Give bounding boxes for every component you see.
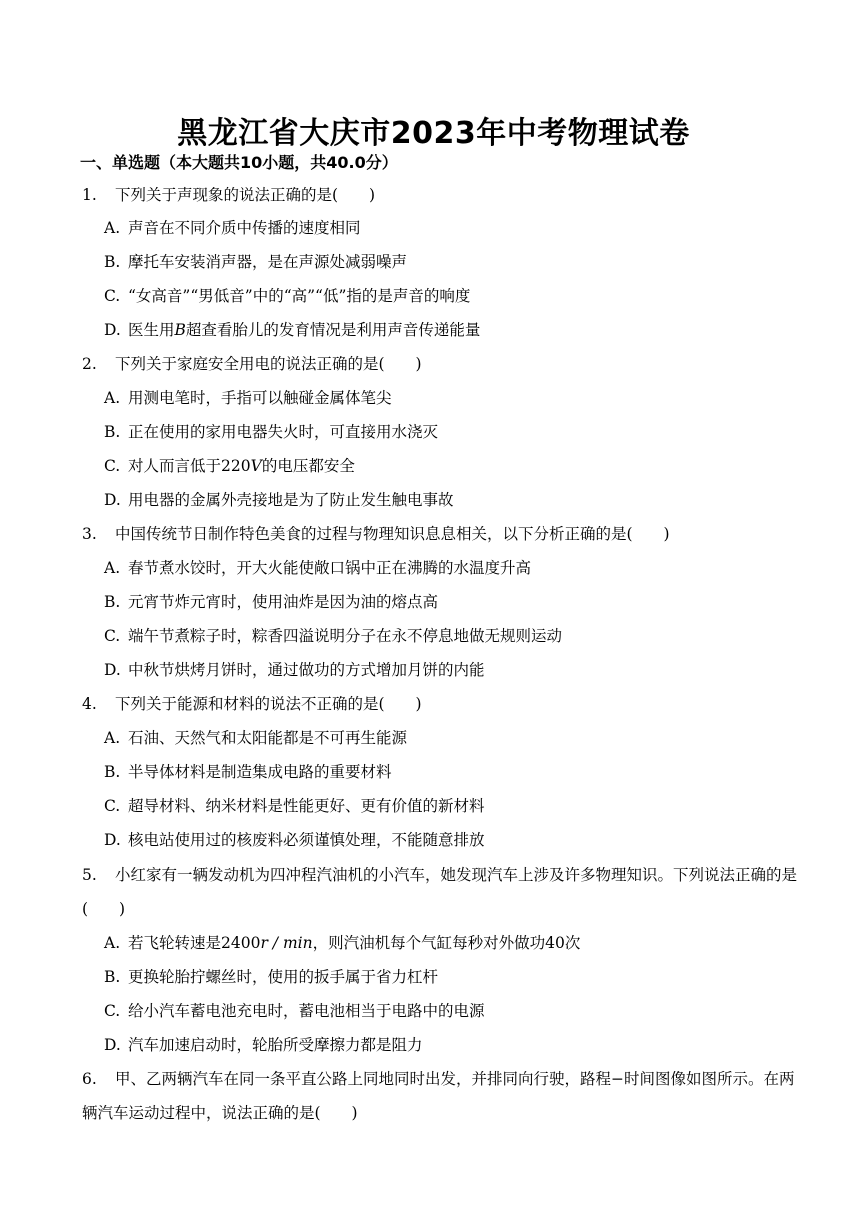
question-stem: 下列关于声现象的说法正确的是( ) [115, 186, 376, 204]
option: B. 正在使用的家用电器失火时，可直接用水浇灭 [104, 423, 439, 441]
option: D. 核电站使用过的核废料必须谨慎处理，不能随意排放 [104, 831, 485, 849]
option: A. 春节煮水饺时，开大火能使敞口锅中正在沸腾的水温度升高 [104, 559, 532, 577]
option: B. 半导体材料是制造集成电路的重要材料 [104, 763, 392, 781]
page-title: 黑龙江省大庆市2023年中考物理试卷 [177, 116, 690, 151]
option: C. 给小汽车蓄电池充电时，蓄电池相当于电路中的电源 [104, 1002, 485, 1020]
option: D. 用电器的金属外壳接地是为了防止发生触电事故 [104, 491, 454, 509]
option: C. 对人而言低于220V的电压都安全 [104, 457, 355, 475]
option: D. 医生用B超查看胎儿的发育情况是利用声音传递能量 [104, 321, 481, 339]
option: A. 石油、天然气和太阳能都是不可再生能源 [104, 729, 408, 747]
question-1 [82, 183, 375, 205]
option: B. 摩托车安装消声器，是在声源处减弱噪声 [104, 253, 408, 271]
option: C. “女高音”“男低音”中的“高”“低”指的是声音的响度 [104, 287, 471, 305]
question-6-continued: 辆汽车运动过程中，说法正确的是( ) [82, 1104, 358, 1122]
option: B. 更换轮胎拧螺丝时，使用的扳手属于省力杠杆 [104, 968, 439, 986]
option: C. 超导材料、纳米材料是性能更好、更有价值的新材料 [104, 797, 485, 815]
question-5-continued: ( ) [82, 900, 126, 918]
question-3: 3. 中国传统节日制作特色美食的过程与物理知识息息相关，以下分析正确的是( ) [82, 525, 670, 543]
question-number: 1. [82, 186, 97, 204]
option: A. 声音在不同介质中传播的速度相同 [104, 219, 361, 237]
option: D. 中秋节烘烤月饼时，通过做功的方式增加月饼的内能 [104, 661, 485, 679]
question-5: 5. 小红家有一辆发动机为四冲程汽油机的小汽车，她发现汽车上涉及许多物理知识。下列说法正确的是 [82, 866, 798, 884]
section-heading: 一、单选题（本大题共10小题，共40.0分） [80, 153, 398, 172]
option: B. 元宵节炸元宵时，使用油炸是因为油的熔点高 [104, 593, 439, 611]
question-2: 2. 下列关于家庭安全用电的说法正确的是( ) [82, 355, 422, 373]
question-4: 4. 下列关于能源和材料的说法不正确的是( ) [82, 695, 422, 713]
option: C. 端午节煮粽子时，粽香四溢说明分子在永不停息地做无规则运动 [104, 627, 563, 645]
option: A. 若飞轮转速是2400r / min，则汽油机每个气缸每秒对外做功40次 [104, 934, 581, 952]
question-6: 6. 甲、乙两辆汽车在同一条平直公路上同地同时出发，并排同向行驶，路程−时间图像如图所示。在两 [82, 1070, 795, 1088]
option: D. 汽车加速启动时，轮胎所受摩擦力都是阻力 [104, 1036, 423, 1054]
option: A. 用测电笔时，手指可以触碰金属体笔尖 [104, 389, 392, 407]
